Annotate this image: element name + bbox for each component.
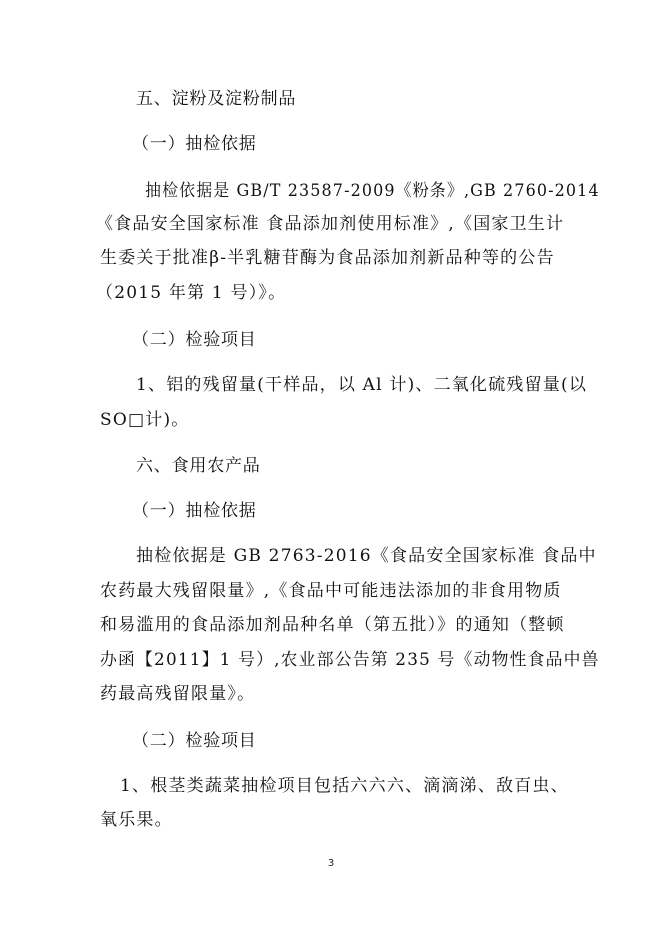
paragraph-line: 氧乐果。 [100, 810, 173, 830]
paragraph-line: 生委关于批准β-半乳糖苷酶为食品添加剂新品种等的公告 [100, 248, 555, 268]
subheading-inspection-items: （二）检验项目 [132, 330, 257, 350]
paragraph-line: 抽检依据是 GB/T 23587-2009《粉条》,GB 2760-2014 [145, 181, 600, 201]
paragraph-line: 1、铝的残留量(干样品，以 Al 计)、二氧化硫残留量(以 [136, 375, 588, 395]
section-heading-agricultural: 六、食用农产品 [136, 456, 261, 476]
paragraph-line: （2015 年第 1 号）》。 [96, 283, 287, 303]
subheading-inspection-items: （二）检验项目 [132, 731, 257, 751]
subheading-sampling-basis: （一）抽检依据 [132, 501, 257, 521]
subheading-sampling-basis: （一）抽检依据 [132, 134, 257, 154]
paragraph-line: 抽检依据是 GB 2763-2016《食品安全国家标准 食品中 [136, 546, 597, 566]
paragraph-line: 农药最大残留限量》,《食品中可能违法添加的非食用物质 [100, 581, 562, 601]
page-number: 3 [327, 858, 335, 869]
paragraph-line: 《食品安全国家标准 食品添加剂使用标准》,《国家卫生计 [96, 214, 565, 234]
section-heading-starch: 五、淀粉及淀粉制品 [136, 89, 297, 109]
paragraph-line: SO□计)。 [100, 410, 190, 430]
paragraph-line: 药最高残留限量》。 [100, 684, 256, 704]
paragraph-line: 和易滥用的食品添加剂品种名单（第五批）》的通知（整顿 [100, 615, 565, 635]
paragraph-line: 1、根茎类蔬菜抽检项目包括六六六、滴滴涕、敌百虫、 [120, 776, 569, 796]
paragraph-line: 办函【2011】1 号）,农业部公告第 235 号《动物性食品中兽 [100, 650, 600, 670]
